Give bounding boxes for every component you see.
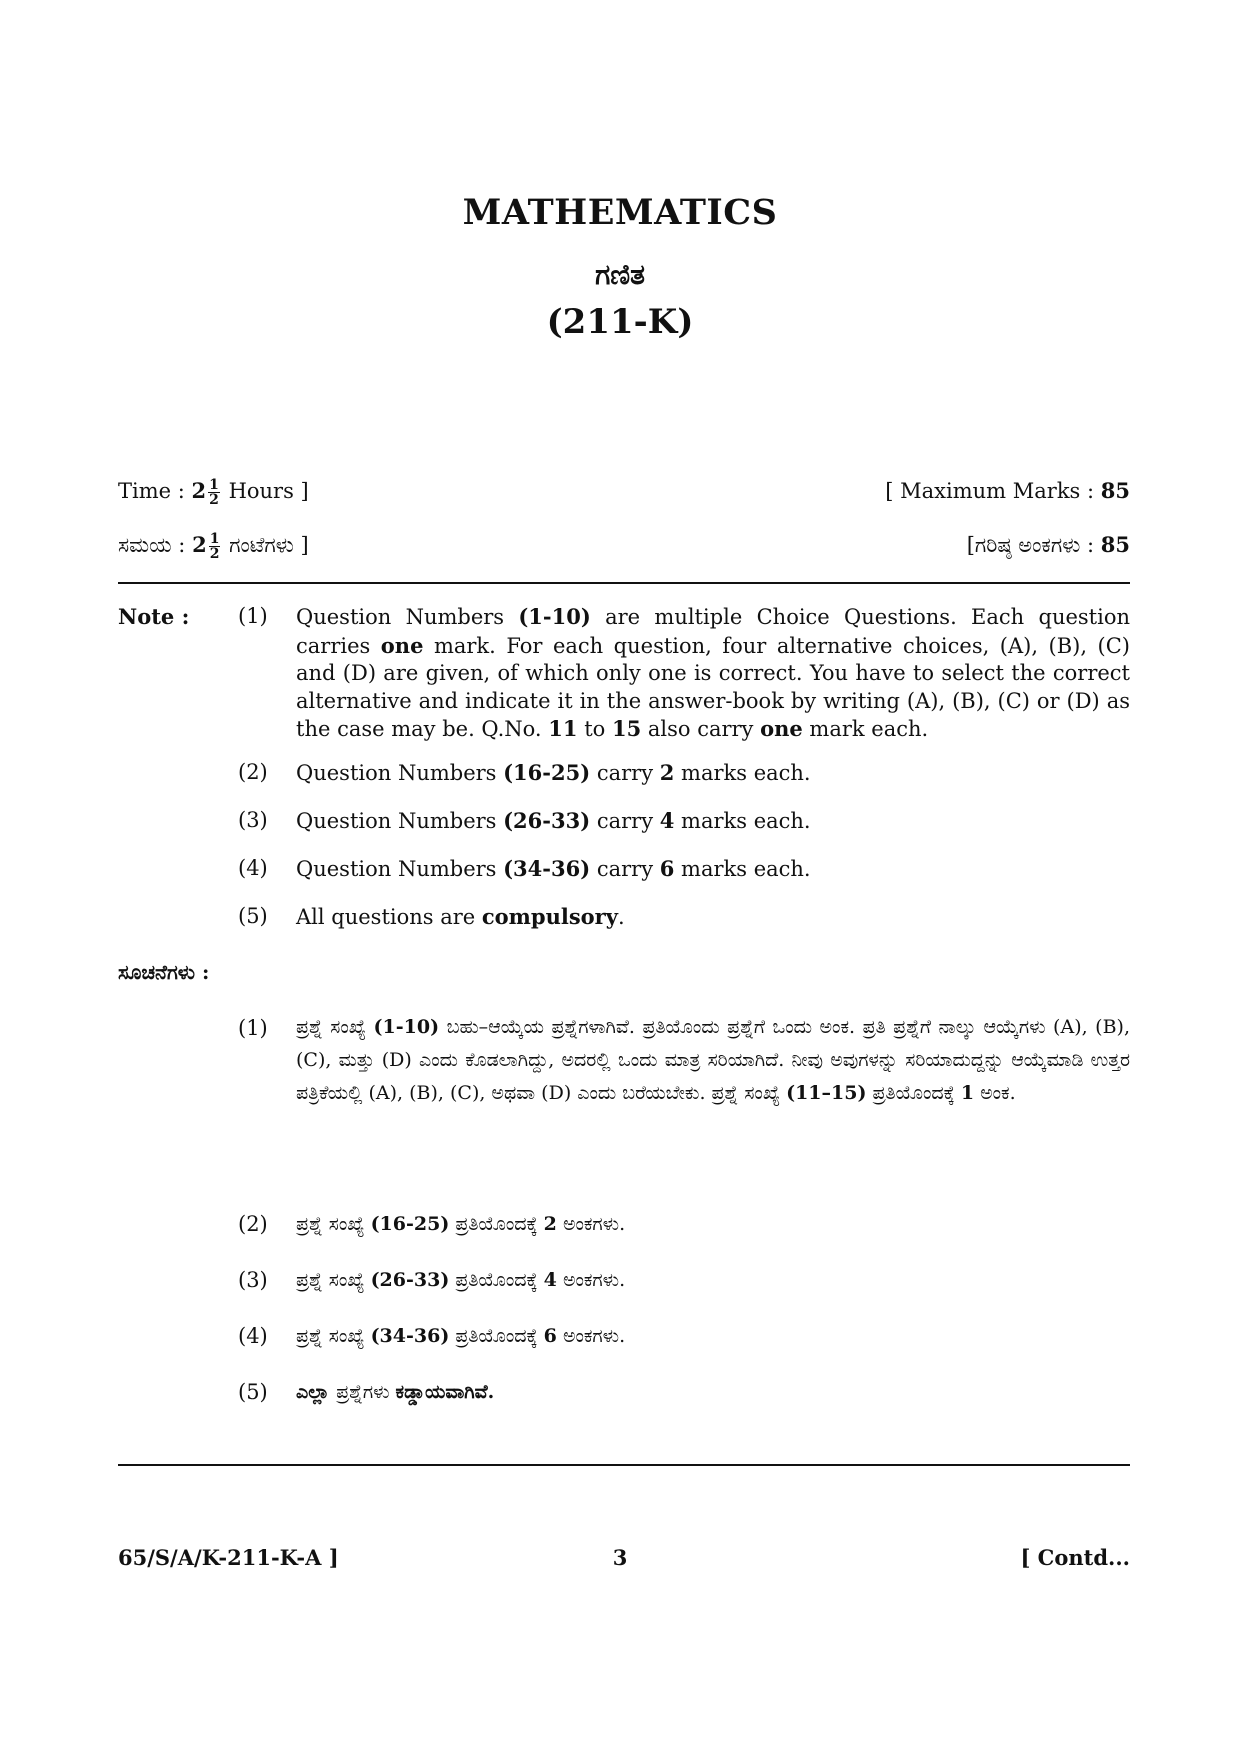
bold-run: (26-33) [503, 808, 591, 833]
note-number: (2) [238, 1212, 268, 1236]
bold-run: 15 [611, 716, 642, 741]
note-text-kannada [296, 1208, 1130, 1241]
text-run: Question Numbers [296, 761, 504, 785]
fraction-numerator: 1 [209, 477, 219, 493]
text-run: marks each. [674, 761, 811, 785]
note-text-kannada [296, 1376, 1130, 1409]
note-number: (1) [238, 1016, 268, 1040]
bold-run: (1-10) [373, 1016, 440, 1038]
text-run: Question Numbers [296, 605, 519, 629]
text-run: ಪ್ರಶ್ನೆ ಸಂಖ್ಯೆ [296, 1269, 371, 1291]
bold-run: (34-36) [370, 1325, 450, 1347]
text-run: ಪ್ರತಿಯೊಂದಕ್ಕೆ [449, 1325, 544, 1347]
text-run: Question Numbers [296, 809, 504, 833]
paper-code: 65/S/A/K-211-K-A ] [118, 1545, 339, 1570]
bold-run: (16-25) [503, 760, 591, 785]
note-text [296, 903, 1130, 932]
text-run: carry [590, 857, 660, 881]
time-info [118, 478, 309, 507]
text-run: ಪ್ರಶ್ನೆ ಸಂಖ್ಯೆ [296, 1016, 374, 1038]
note-number: (1) [238, 604, 268, 628]
bold-run: (11–15) [786, 1082, 867, 1104]
text-run: carry [590, 809, 660, 833]
time-fraction-kannada [209, 532, 221, 561]
bold-run: 4 [543, 1269, 557, 1291]
text-run: ಅಂಕ. [974, 1082, 1016, 1104]
max-marks-label: [ Maximum Marks : [885, 479, 1095, 503]
footer-divider [118, 1464, 1130, 1466]
page-number: 3 [612, 1545, 628, 1570]
time-prefix: Time : [118, 479, 185, 503]
note-label-kannada: ಸೂಚನೆಗಳು : [118, 960, 210, 984]
bold-run: (34-36) [503, 856, 591, 881]
max-marks-kannada [967, 532, 1130, 558]
time-suffix-kannada: ಗಂಟೆಗಳು ] [229, 533, 309, 557]
note-text-kannada [296, 1320, 1130, 1353]
header-divider [118, 582, 1130, 584]
bold-run: one [380, 632, 424, 658]
note-text [296, 807, 1130, 836]
text-run: ಪ್ರತಿಯೊಂದಕ್ಕೆ [449, 1213, 544, 1235]
text-run: ಅಂಕಗಳು. [556, 1269, 626, 1291]
text-run: to [577, 717, 612, 741]
max-marks-value: 85 [1100, 478, 1130, 503]
note-label: Note : [118, 604, 190, 629]
text-run: ಪ್ರತಿಯೊಂದಕ್ಕೆ [449, 1269, 544, 1291]
text-run: ಪ್ರಶ್ನೆಗಳು [336, 1381, 396, 1403]
note-text-kannada [296, 1264, 1130, 1297]
bold-run: (26-33) [370, 1269, 450, 1291]
text-run: ಪ್ರಶ್ನೆ ಸಂಖ್ಯೆ [296, 1325, 371, 1347]
text-run: marks each. [674, 809, 811, 833]
time-info-kannada [118, 532, 309, 561]
bold-run: (16-25) [370, 1213, 450, 1235]
text-run: ಪ್ರತಿಯೊಂದಕ್ಕೆ [866, 1082, 961, 1104]
text-run: Question Numbers [296, 857, 504, 881]
text-run: mark. For each question, four alternative choices, (A), (B), (C) and (D) are given, of which only one is correct. You have to select the correct alternative and indicate it in the answer-book by writing (A), (B), (C) or (D) as the case may be. Q.No. [296, 633, 1130, 741]
bold-run: one [760, 716, 803, 741]
bold-run: 6 [543, 1325, 557, 1347]
bold-run: 4 [659, 808, 675, 833]
bold-run: ಎಲ್ಲಾ [296, 1381, 337, 1403]
time-suffix: Hours ] [228, 479, 309, 503]
note-number: (5) [238, 904, 268, 928]
bold-run: (1-10) [518, 604, 591, 629]
text-run: ಬಹು–ಆಯ್ಕೆಯ ಪ್ರಶ್ನೆಗಳಾಗಿವೆ. ಪ್ರತಿಯೊಂದು ಪ್ರಶ್ನೆಗೆ ಒಂದು ಅಂಕ. ಪ್ರತಿ ಪ್ರಶ್ನೆಗೆ ನಾಲ್ಕು ಆಯ್ಕೆಗಳು (A), (B), (C), ಮತ್ತು (D) ಎಂದು ಕೊಡಲಾಗಿದ್ದು, ಅದರಲ್ಲಿ ಒಂದು ಮಾತ್ರ ಸರಿಯಾಗಿದೆ. ನೀವು ಅವುಗಳನ್ನು ಸರಿಯಾದುದ್ದನ್ನು ಆಯ್ಕೆಮಾಡಿ ಉತ್ತರ ಪತ್ರಿಕೆಯಲ್ಲಿ (A), (B), (C), ಅಥವಾ (D) ಎಂದು ಬರೆಯಬೇಕು. ಪ್ರಶ್ನೆ ಸಂಖ್ಯೆ [296, 1016, 1130, 1104]
bold-run: 2 [659, 760, 675, 785]
max-marks [885, 478, 1130, 503]
text-run: marks each. [674, 857, 811, 881]
text-run: ಪ್ರಶ್ನೆ ಸಂಖ್ಯೆ [296, 1213, 371, 1235]
text-run: ಅಂಕಗಳು. [556, 1213, 626, 1235]
note-text-kannada [296, 1011, 1130, 1110]
note-text [296, 603, 1130, 744]
text-run: ಅಂಕಗಳು. [556, 1325, 626, 1347]
text-run: carry [590, 761, 660, 785]
time-prefix-kannada: ಸಮಯ : [118, 533, 186, 557]
bold-run: compulsory [481, 904, 618, 929]
subject-code: (211-K) [546, 302, 694, 342]
text-run: mark each. [802, 717, 929, 741]
note-number: (3) [238, 808, 268, 832]
contd-label: [ Contd... [1020, 1545, 1130, 1570]
max-marks-label-kannada: [ಗರಿಷ್ಠ ಅಂಕಗಳು : [966, 533, 1095, 557]
bold-run: 6 [659, 856, 675, 881]
note-number: (3) [238, 1268, 268, 1292]
fraction-numerator: 1 [209, 531, 220, 547]
text-run: . [617, 905, 625, 929]
text-run: are multiple Choice Questions. Each question carries [296, 605, 1130, 658]
text-run: All questions are [296, 905, 482, 929]
text-run: also carry [641, 717, 761, 741]
time-whole-kannada: 2 [192, 532, 207, 557]
max-marks-value-kannada: 85 [1100, 532, 1130, 557]
bold-run: ಕಡ್ಡಾಯವಾಗಿವೆ. [395, 1381, 495, 1403]
note-text [296, 855, 1130, 884]
time-fraction [208, 478, 220, 507]
subject-title-kannada: ಗಣಿತ [595, 258, 645, 291]
time-whole: 2 [191, 478, 207, 503]
note-number: (4) [238, 1324, 268, 1348]
note-number: (2) [238, 760, 268, 784]
note-number: (5) [238, 1380, 268, 1404]
bold-run: 2 [543, 1213, 557, 1235]
bold-run: 11 [548, 716, 578, 741]
note-number: (4) [238, 856, 268, 880]
fraction-denominator: 2 [209, 492, 219, 508]
fraction-denominator: 2 [209, 546, 220, 562]
subject-title: MATHEMATICS [462, 192, 778, 233]
bold-run: 1 [960, 1082, 975, 1104]
note-text [296, 759, 1130, 788]
